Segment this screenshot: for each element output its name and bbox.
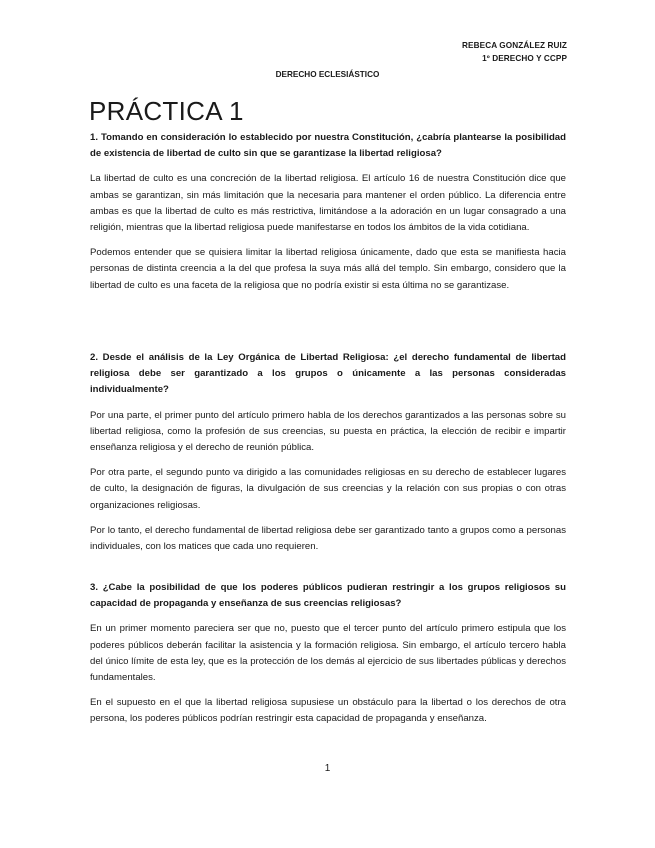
page-number: 1 (324, 763, 331, 774)
answer-2-paragraph-1: Por una parte, el primer punto del artículo primero habla de los derechos garantizados a las personas sobre su libertad religiosa, como la profesión de sus creencias, su puesta en práctica, la elección de recibir e impartir enseñanza religiosa y el derecho de reunión pública. (90, 409, 566, 454)
question-2: 2. Desde el análisis de la Ley Orgánica de Libertad Religiosa: ¿el derecho fundamental de libertad religiosa debe ser garantizado a los grupos o únicamente a las personas consideradas individualmente? (90, 352, 566, 396)
author-name: REBECA GONZÁLEZ RUIZ (462, 41, 567, 50)
page-header (462, 40, 567, 65)
answer-2-paragraph-2: Por otra parte, el segundo punto va dirigido a las comunidades religiosas en su derecho de establecer lugares de culto, la designación de figuras, la divulgación de sus creencias y la relación con sus propias o con otras organizaciones religiosas. (90, 467, 566, 511)
answer-3-paragraph-1: En un primer momento pareciera ser que no, puesto que el tercer punto del artículo primero estipula que los poderes públicos deberán facilitar la asistencia y la formación religiosa. Sin embargo, el artículo tercero habla del único límite de esta ley, que es la protección de los demás al ejercicio de sus libertades públicas y derechos fundamentales. (90, 623, 566, 684)
page-title: PRÁCTICA 1 (89, 96, 244, 126)
section-1 (90, 130, 566, 294)
question-1: 1. Tomando en consideración lo establecido por nuestra Constitución, ¿cabría plantearse la posibilidad de existencia de libertad de culto sin que se garantizase la libertad religiosa? (90, 132, 566, 160)
answer-1-paragraph-1: La libertad de culto es una concreción de la libertad religiosa. El artículo 16 de nuestra Constitución dice que ambas se garantizan, sin más limitación que la necesaria para mantener el orden público. La diferencia entre ambas es que la libertad de culto es más restrictiva, limitándose a la adoración en un lugar consagrado a una religión, mientras que la libertad religiosa puede manifestarse en todos los ámbitos de la vida cotidiana. (90, 173, 566, 234)
answer-2-paragraph-3: Por lo tanto, el derecho fundamental de libertad religiosa debe ser garantizado tanto a grupos como a personas individuales, con los matices que cada uno requieren. (90, 524, 566, 553)
section-3 (90, 580, 566, 728)
answer-1-paragraph-2: Podemos entender que se quisiera limitar la libertad religiosa únicamente, dado que esta se manifiesta hacia personas de distinta creencia a la del que profesa la suya más allá del templo. Sin embargo, considero que la libertad de culto es una faceta de la religiosa que no podría existir si esta última no se garantizase. (90, 247, 566, 291)
course-name: 1º DERECHO Y CCPP (482, 53, 567, 63)
section-2 (90, 350, 566, 555)
subject-heading: DERECHO ECLESIÁSTICO (275, 70, 380, 79)
question-3: 3. ¿Cabe la posibilidad de que los poderes públicos pudieran restringir a los grupos religiosos su capacidad de propaganda y enseñanza de sus creencias religiosas? (90, 582, 566, 610)
answer-3-paragraph-2: En el supuesto en el que la libertad religiosa supusiese un obstáculo para la libertad o los derechos de otra persona, los poderes públicos podrían restringir esta capacidad de propaganda y enseñanza. (90, 697, 566, 725)
